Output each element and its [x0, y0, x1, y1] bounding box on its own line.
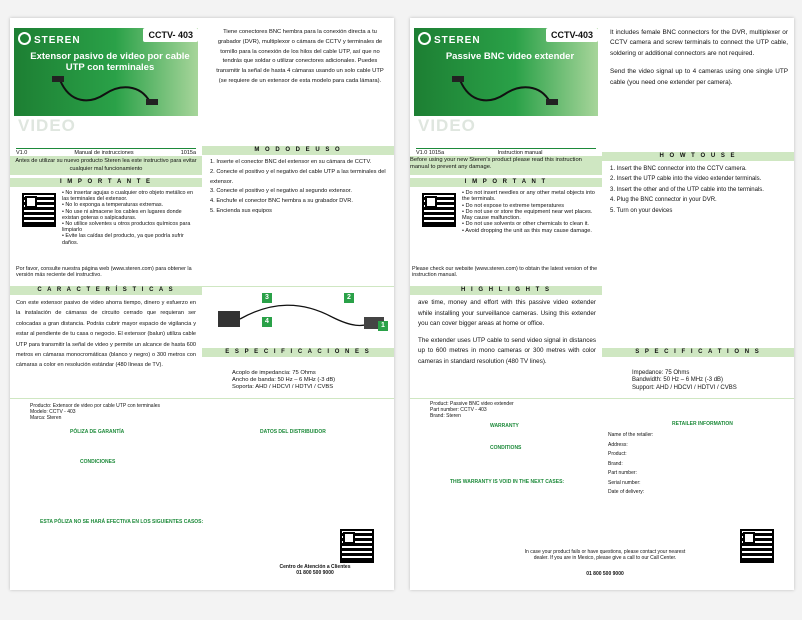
contact-text: In case your product fails or have questions, please contact your nearest dealer. If you are in Mexico, please give a call to our Call Center.	[524, 549, 686, 561]
contact-phone: 01 800 500 9000	[586, 571, 624, 577]
list-item: 3. Conecte el positivo y el negativo al segundo extensor.	[210, 188, 352, 195]
warranty-section	[10, 398, 394, 591]
important-list	[462, 190, 598, 234]
list-item: 4. Plug the BNC connector in your DVR.	[610, 197, 717, 204]
list-item: • No lo exponga a temperaturas extremas.	[62, 202, 164, 209]
list-item: Bandwidth: 50 Hz – 6 MHz (-3 dB)	[632, 377, 724, 384]
list-item: Acoplo de impedancia: 75 Ohms	[232, 370, 316, 376]
warranty-product	[430, 401, 610, 419]
list-item: • Do not insert needles or any other metal objects into the terminals.	[462, 190, 595, 203]
characteristics-text: Con este extensor pasivo de video ahorra tiempo, dinero y esfuerzo en la instalación de cámaras de circuito cerrado que requieran ser colocadas a gran distancia. Podrás cubrir mayor espacio de vigilancia y estar al pendiente de tu casa o negocio. El extensor (balun) utiliza cable UTP para transmitir la señal de video y permite un alcance de hasta 600 metros en cámaras monocromáticas (blanco y negro) o 300 metros con cámaras a color en resolución estándar (480 líneas de TV).	[16, 300, 196, 369]
connection-diagram	[202, 286, 394, 343]
cable-illustration	[450, 74, 560, 108]
website-note: Por favor, consulte nuestra página web (www.steren.com) para obtener la versión más reciente del instructivo.	[16, 266, 192, 279]
video-watermark: VIDEO	[418, 116, 476, 135]
list-item: 4. Enchufe el conector BNC hembra a su grabador DVR.	[210, 198, 353, 205]
warranty-title: PÓLIZA DE GARANTÍA	[70, 429, 125, 435]
warranty-section	[410, 398, 794, 591]
form-field-label: Address:	[608, 441, 628, 448]
distributor-title: DATOS DEL DISTRIBUIDOR	[260, 429, 326, 435]
important-heading: I M P O R T A N T E	[10, 178, 202, 187]
customer-care	[265, 564, 365, 576]
form-field-label: Part number:	[608, 470, 637, 476]
conditions-title: CONDICIONES	[80, 459, 116, 465]
product-title: Passive BNC video extender	[445, 51, 575, 62]
list-item: 3. Insert the other and of the UTP cable into the terminals.	[610, 186, 764, 193]
how-to-use-heading: H O W T O U S E	[602, 152, 794, 161]
form-field-label: Name of the retailer:	[608, 432, 654, 438]
important-list	[62, 190, 198, 246]
list-item: • Do not use solvents or other chemicals to clean it.	[462, 221, 589, 228]
characteristics-heading: C A R A C T E R Í S T I C A S	[10, 286, 202, 295]
qr-code-icon	[22, 193, 56, 227]
void-title: THIS WARRANTY IS VOID IN THE NEXT CASES:	[450, 479, 565, 485]
intro-paragraph-2: Send the video signal up to 4 cameras using one single UTP cable (you need one extender per camera).	[610, 68, 788, 86]
list-item: • No use ni almacene los cables en lugares donde existan goteras o salpicaduras.	[62, 208, 182, 221]
video-watermark: VIDEO	[18, 116, 76, 135]
list-item: • No insertar agujas o cualquier otro objeto metálico en las terminales del extensor.	[62, 190, 194, 203]
manual-label: Instruction manual	[497, 150, 543, 156]
warranty-title: WARRANTY	[490, 423, 519, 429]
before-note: Before using your new Steren's product please read this instruction manual to prevent any damage.	[410, 156, 602, 175]
cable-illustration	[50, 74, 160, 108]
highlights-paragraph-2: The extender uses UTP cable to send video signal in distances up to 600 metres in mono cameras or 300 metres with color cameras in standard resolution (480 TV lines).	[418, 336, 596, 365]
version-label: V1.0 1015a	[416, 150, 445, 156]
care-phone: 01 800 500 9000	[296, 570, 334, 576]
intro-text	[610, 28, 788, 88]
cover-header	[10, 18, 202, 116]
intro-paragraph: It includes female BNC connectors for the DVR, multiplexer or CCTV camera and screw terminals to connect the UTP cable, soldering or additional connectors are not required.	[610, 29, 788, 57]
cover-footer	[16, 148, 196, 156]
specs-heading: S P E C I F I C A T I O N S	[602, 348, 794, 357]
diagram-step-2: 2	[344, 293, 354, 303]
list-item: 2. Insert the UTP cable into the video extender terminals.	[610, 176, 762, 183]
list-item: Soporta: AHD / HDCVI / HDTVI / CVBS	[232, 384, 334, 391]
list-item: • Do not use or store the equipment near wet places. May cause malfunction.	[462, 208, 593, 222]
usage-steps	[210, 158, 388, 217]
intro-text: Tiene conectores BNC hembra para la conexión directa a tu grabador (DVR), multiplexor o cámara de CCTV y terminales de tornillo para la conexión de los hilos del cable UTP, así que no tendrás que soldar o utilizar conectores adicionales. Puedes transmitir la señal de hasta 4 cámaras usando un solo cable UTP (se requiere de un extensor de esta modelo para cada lámara).	[216, 29, 384, 84]
form-field-label: Brand:	[608, 460, 623, 467]
version-label: V1.0	[16, 150, 28, 156]
list-item: 5. Turn on your devices	[610, 207, 673, 214]
form-field-label: Serial number:	[608, 479, 641, 486]
warranty-product-name: Product: Passive BNC video extender	[430, 401, 514, 407]
english-manual-page	[410, 18, 794, 590]
warranty-model: Modelo: CCTV - 403	[30, 409, 76, 415]
form-field-label: Product:	[608, 451, 627, 457]
form-field-label: Date of delivery:	[608, 489, 645, 495]
highlights-heading: H I G H L I G H T S	[410, 286, 602, 295]
website-note: Please check our website (www.steren.com) to obtain the latest version of the instruction manual.	[412, 266, 598, 279]
cover-footer	[416, 148, 596, 156]
list-item: • Do not expose to extreme temperatures	[462, 202, 565, 209]
list-item: 2. Conecte el positivo y el negativo del cable UTP a las terminales del extensor.	[210, 168, 386, 185]
warranty-brand: Brand: Steren	[430, 413, 461, 419]
qr-code-icon	[740, 529, 774, 563]
conditions-title: CONDITIONS	[490, 445, 522, 451]
list-item: • Avoid dropping the unit as this may cause damage.	[462, 227, 592, 234]
diagram-step-1: 1	[378, 321, 388, 331]
diagram-step-4: 4	[262, 317, 272, 327]
qr-code-icon	[340, 529, 374, 563]
list-item: Ancho de banda: 50 Hz – 6 MHz (-3 dB)	[232, 377, 336, 384]
specs-list	[632, 370, 782, 392]
specs-list	[232, 370, 382, 392]
warranty-product	[30, 403, 210, 421]
retailer-form	[608, 431, 788, 498]
model-badge: CCTV- 403	[143, 28, 198, 42]
qr-code-icon	[422, 193, 456, 227]
highlights-paragraph: ave time, money and effort with this passive video extender while installing your surveillance cameras. Using this extender you can cover bigger areas at home or office.	[418, 299, 596, 328]
important-heading: I M P O R T A N T	[410, 178, 602, 187]
cover-header	[410, 18, 602, 116]
steren-logo: STEREN	[418, 32, 481, 46]
usage-heading: M O D O D E U S O	[202, 146, 394, 155]
warranty-part: Part number: CCTV - 403	[430, 407, 487, 413]
list-item: • Evite las caídas del producto, ya que podría sufrir daños.	[62, 233, 184, 246]
how-to-steps	[610, 164, 788, 216]
diagram-step-3: 3	[262, 293, 272, 303]
care-center-label: Centro de Atención a Clientes	[279, 564, 351, 570]
list-item: 1. Insert the BNC connector into the CCTV camera.	[610, 166, 747, 172]
list-item: 1. Inserte el conector BNC del extensor en su cámara de CCTV.	[210, 159, 372, 165]
warranty-brand: Marca: Steren	[30, 415, 62, 421]
model-badge: CCTV-403	[546, 28, 598, 42]
code-label: 1015a	[180, 150, 196, 156]
list-item: Impedance: 75 Ohms	[632, 370, 690, 376]
list-item: 5. Encienda sus equipos	[210, 207, 272, 214]
void-title: ESTA PÓLIZA NO SE HARÁ EFECTIVA EN LOS SIGUIENTES CASOS:	[40, 519, 204, 525]
warranty-product-name: Producto: Extensor de video por cable UTP con terminales	[30, 403, 160, 409]
highlights-text	[418, 298, 596, 368]
before-note: Antes de utilizar su nuevo producto Steren lea este instructivo para evitar cualquier mal funcionamiento	[10, 156, 202, 175]
steren-logo: STEREN	[18, 32, 81, 46]
spanish-manual-page	[10, 18, 394, 590]
list-item: Support: AHD / HDCVI / HDTVI / CVBS	[632, 384, 737, 391]
specs-heading: E S P E C I F I C A C I O N E S	[202, 348, 394, 357]
list-item: • No utilice solventes u otros productos químicos para limpiarlo	[62, 221, 191, 234]
manual-label: Manual de instrucciones	[74, 150, 134, 156]
product-title: Extensor pasivo de video por cable UTP con terminales	[30, 51, 190, 73]
retailer-title: RETAILER INFORMATION	[672, 421, 733, 427]
